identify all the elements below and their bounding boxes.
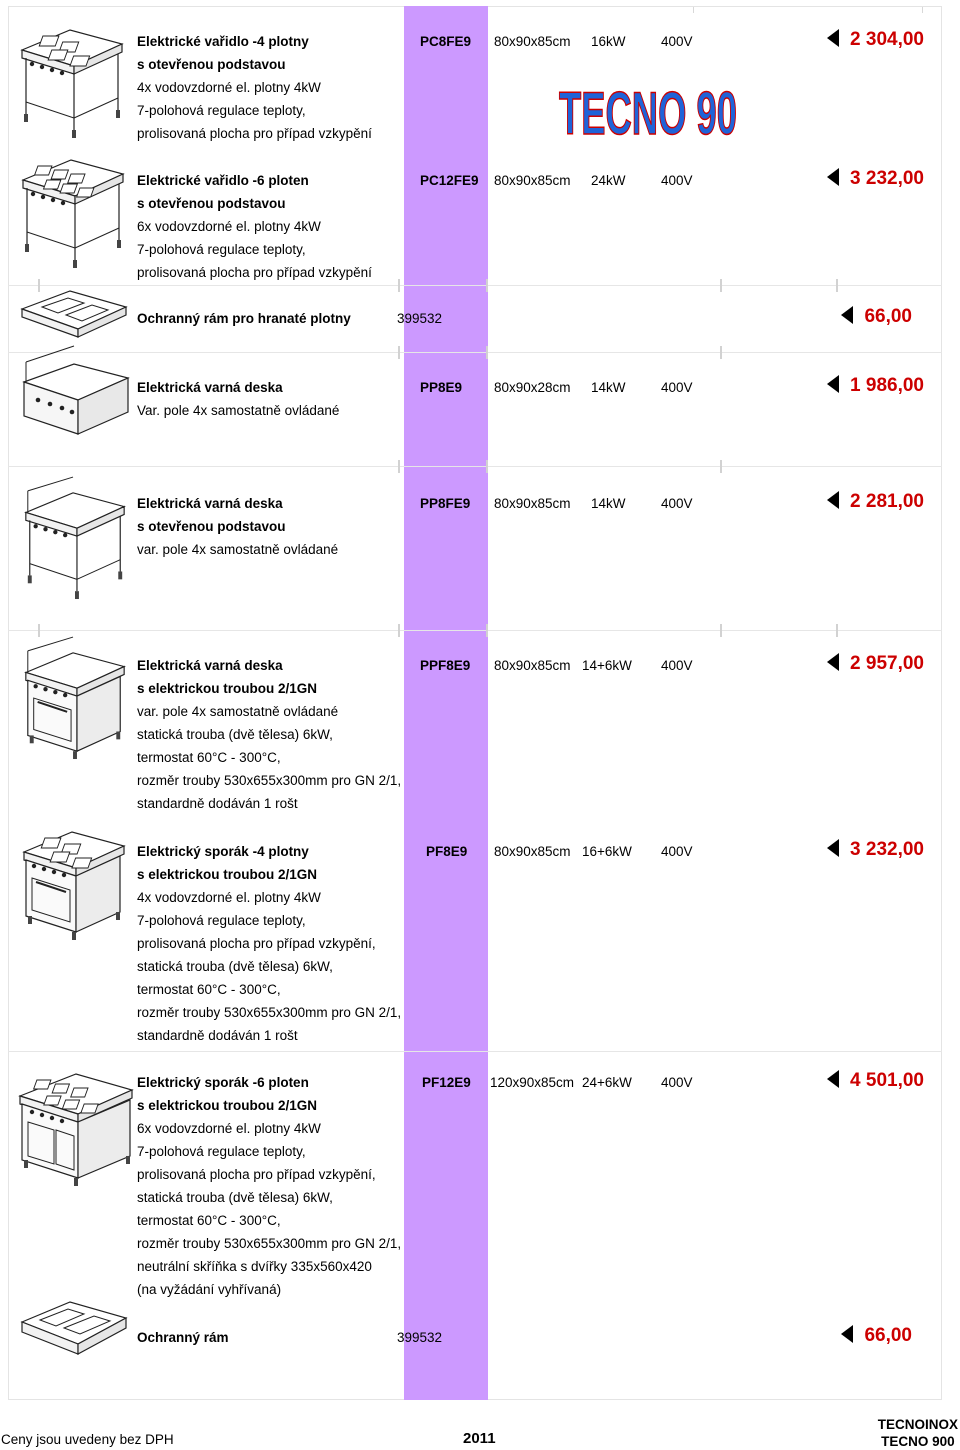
product-voltage: 400V [661, 844, 693, 859]
product-spec: statická trouba (dvě tělesa) 6kW, [137, 959, 333, 974]
product-subtitle: s elektrickou troubou 2/1GN [137, 681, 318, 696]
product-spec: 7-polohová regulace teploty, [137, 1144, 306, 1159]
product-spec: standardně dodáván 1 rošt [137, 796, 298, 811]
product-code: PC12FE9 [420, 173, 479, 188]
row-separator [8, 1051, 942, 1052]
product-spec: statická trouba (dvě tělesa) 6kW, [137, 727, 333, 742]
product-spec: prolisovaná plocha pro případ vzkypění, [137, 936, 376, 951]
product-dimensions: 80x90x28cm [494, 380, 571, 395]
catalog-year: 2011 [463, 1430, 496, 1447]
product-spec: prolisovaná plocha pro případ vzkypění, [137, 1167, 376, 1182]
protective-frame-icon [18, 287, 130, 345]
euro-icon [827, 491, 840, 513]
company-block [878, 1416, 958, 1450]
product-code: PF12E9 [422, 1075, 471, 1090]
product-voltage: 400V [661, 173, 693, 188]
product-spec: prolisovaná plocha pro případ vzkypění [137, 265, 372, 280]
product-spec: 4x vodovzdorné el. plotny 4kW [137, 80, 321, 95]
product-code: PF8E9 [426, 844, 468, 859]
euro-icon [841, 1325, 854, 1347]
product-price: 2 957,00 [827, 653, 924, 675]
product-code: 399532 [397, 311, 443, 326]
product-price: 1 986,00 [827, 375, 924, 397]
euro-icon [827, 29, 840, 51]
product-name: Elektrický sporák -6 ploten [137, 1075, 309, 1090]
product-name: Elektrická varná deska [137, 658, 283, 673]
product-price: 3 232,00 [827, 168, 924, 190]
product-spec: rozměr trouby 530x655x300mm pro GN 2/1, [137, 773, 402, 788]
product-code: PPF8E9 [420, 658, 471, 673]
electric-range-4-plates-open-base-icon [12, 22, 132, 144]
product-code: PP8FE9 [420, 496, 471, 511]
product-dimensions: 120x90x85cm [490, 1075, 575, 1090]
electric-range-4-plates-with-oven-icon [14, 816, 134, 946]
euro-icon [827, 168, 840, 190]
electric-range-6-plates-with-oven-icon [14, 1060, 138, 1192]
product-dimensions: 80x90x85cm [494, 844, 571, 859]
product-dimensions: 80x90x85cm [494, 34, 571, 49]
product-name: Ochranný rám [137, 1330, 229, 1345]
product-subtitle: s otevřenou podstavou [137, 57, 286, 72]
product-spec: termostat 60°C - 300°C, [137, 750, 281, 765]
euro-icon [827, 375, 840, 397]
electric-range-6-plates-open-base-icon [12, 152, 134, 274]
svg-text:TECNO 90: TECNO 90 [559, 80, 737, 147]
product-power: 24kW [591, 173, 626, 188]
product-spec: standardně dodáván 1 rošt [137, 1028, 298, 1043]
product-line-name: TECNO 900 [881, 1434, 955, 1449]
row-separator [8, 285, 942, 286]
product-name: Elektrický sporák -4 plotny [137, 844, 309, 859]
product-code: PC8FE9 [420, 34, 472, 49]
product-power: 24+6kW [582, 1075, 632, 1090]
product-price: 4 501,00 [827, 1070, 924, 1092]
euro-icon [841, 306, 854, 328]
euro-icon [827, 653, 840, 675]
product-dimensions: 80x90x85cm [494, 173, 571, 188]
product-subtitle: s elektrickou troubou 2/1GN [137, 867, 318, 882]
product-spec: termostat 60°C - 300°C, [137, 1213, 281, 1228]
product-spec: rozměr trouby 530x655x300mm pro GN 2/1, [137, 1005, 402, 1020]
euro-icon [827, 839, 840, 861]
product-price: 66,00 [841, 306, 912, 328]
row-separator [8, 630, 942, 631]
product-spec: 6x vodovzdorné el. plotny 4kW [137, 219, 321, 234]
product-spec: termostat 60°C - 300°C, [137, 982, 281, 997]
product-name: Ochranný rám pro hranaté plotny [137, 311, 351, 326]
product-spec: neutrální skříňka s dvířky 335x560x420 [137, 1259, 372, 1274]
euro-icon [827, 1070, 840, 1092]
product-power: 14kW [591, 380, 626, 395]
product-name: Elektrické vařidlo -6 ploten [137, 173, 309, 188]
electric-griddle-with-oven-icon [16, 636, 134, 766]
product-spec: Var. pole 4x samostatně ovládané [137, 403, 340, 418]
product-subtitle: s elektrickou troubou 2/1GN [137, 1098, 318, 1113]
product-spec: var. pole 4x samostatně ovládané [137, 542, 339, 557]
product-name: Elektrické vařidlo -4 plotny [137, 34, 309, 49]
product-price: 2 281,00 [827, 491, 924, 513]
product-voltage: 400V [661, 496, 693, 511]
product-power: 14+6kW [582, 658, 632, 673]
product-voltage: 400V [661, 380, 693, 395]
product-dimensions: 80x90x85cm [494, 496, 571, 511]
product-power: 16kW [591, 34, 626, 49]
product-code: PP8E9 [420, 380, 463, 395]
product-voltage: 400V [661, 658, 693, 673]
product-price: 3 232,00 [827, 839, 924, 861]
product-code: 399532 [397, 1330, 443, 1345]
company-name: TECNOINOX [877, 1417, 958, 1432]
product-spec: rozměr trouby 530x655x300mm pro GN 2/1, [137, 1236, 402, 1251]
product-power: 14kW [591, 496, 626, 511]
row-separator [8, 352, 942, 353]
electric-griddle-countertop-icon [16, 360, 134, 442]
product-spec: var. pole 4x samostatně ovládané [137, 704, 339, 719]
product-name: Elektrická varná deska [137, 496, 283, 511]
product-subtitle: s otevřenou podstavou [137, 519, 286, 534]
product-price: 2 304,00 [827, 29, 924, 51]
product-spec: 4x vodovzdorné el. plotny 4kW [137, 890, 321, 905]
electric-griddle-open-base-icon [16, 476, 134, 606]
protective-frame-icon [18, 1296, 130, 1368]
vat-note: Ceny jsou uvedeny bez DPH [1, 1432, 174, 1447]
product-subtitle: s otevřenou podstavou [137, 196, 286, 211]
product-spec: 7-polohová regulace teploty, [137, 913, 306, 928]
product-spec: statická trouba (dvě tělesa) 6kW, [137, 1190, 333, 1205]
product-voltage: 400V [661, 34, 693, 49]
product-price: 66,00 [841, 1325, 912, 1347]
product-spec: 7-polohová regulace teploty, [137, 242, 306, 257]
code-column-highlight [404, 6, 488, 1400]
row-separator [8, 466, 942, 467]
product-spec: 7-polohová regulace teploty, [137, 103, 306, 118]
product-power: 16+6kW [582, 844, 632, 859]
product-spec: 6x vodovzdorné el. plotny 4kW [137, 1121, 321, 1136]
product-voltage: 400V [661, 1075, 693, 1090]
product-dimensions: 80x90x85cm [494, 658, 571, 673]
product-spec: (na vyžádání vyhřívaná) [137, 1282, 282, 1297]
tecno-90-logo-icon [557, 80, 739, 147]
product-name: Elektrická varná deska [137, 380, 283, 395]
product-spec: prolisovaná plocha pro případ vzkypění [137, 126, 372, 141]
